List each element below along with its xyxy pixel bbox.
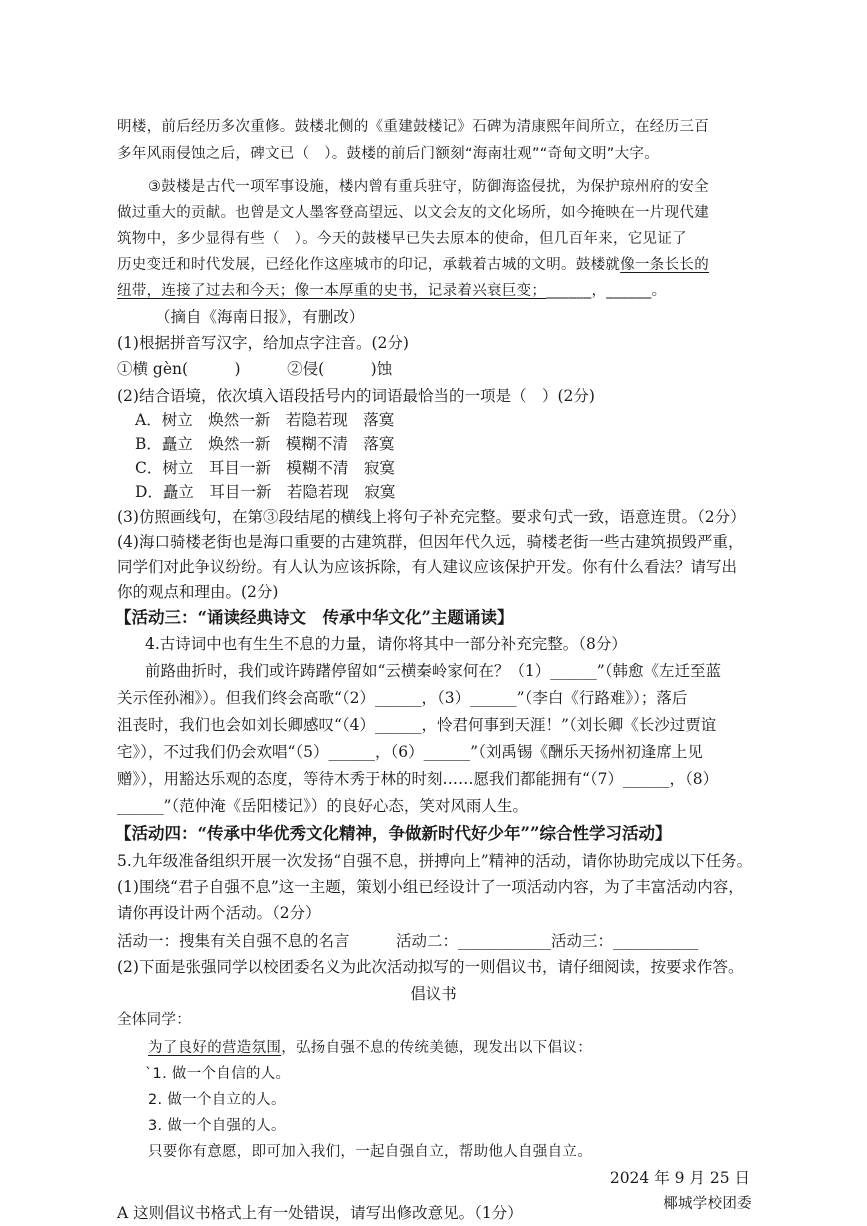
passage-line: ③鼓楼是古代一项军事设施，楼内曾有重兵驻守，防御海盗侵扰，为保护琼州府的安全	[148, 179, 709, 195]
question-1-items: ①横 gèn( ) ②侵( )蚀	[117, 360, 393, 378]
letter-item: `1. 做一个自信的人。	[145, 1066, 291, 1082]
letter-signature: 椰城学校团委	[663, 1196, 752, 1212]
letter-date: 2024 年 9 月 25 日	[609, 1169, 750, 1187]
poetry-line: 前路曲折时，我们或许踌躇停留如“云横秦岭家何在？（1）______”（韩愈《左迁至蓝	[145, 662, 721, 680]
letter-item: 2. 做一个自立的人。	[148, 1092, 286, 1108]
passage-line: 多年风雨侵蚀之后，碑文已（ ）。鼓楼的前后门额刻“海南壮观”“奇甸文明”大字。	[117, 146, 659, 162]
option-c: C．树立 耳目一新 模糊不清 寂寞	[135, 459, 395, 477]
passage-line: 做过重大的贡献。也曾是文人墨客登高望远、以文会友的文化场所，如今掩映在一片现代建	[117, 205, 709, 221]
passage-text: 历史变迁和时代发展，已经化作这座城市的印记，承载着古城的文明。鼓楼就	[117, 257, 621, 273]
passage-source: （摘自《海南日报》，有删改）	[155, 308, 365, 326]
letter-intro	[148, 1036, 592, 1060]
question-5-1-line: (1)围绕“君子自强不息”这一主题，策划小组已经设计了一项活动内容，为了丰富活动内容，	[117, 878, 744, 896]
question-2-prompt: (2)结合语境，依次填入语段括号内的词语最恰当的一项是（ ）(2分)	[117, 387, 595, 405]
passage-line	[117, 279, 666, 303]
option-d: D．矗立 耳目一新 若隐若现 寂寞	[135, 483, 396, 501]
letter-title: 倡议书	[410, 985, 457, 1003]
question-4-line: 你的观点和理由。(2分)	[117, 583, 279, 601]
question-5-intro: 5.九年级准备组织开展一次发扬“自强不息，拼搏向上”精神的活动，请你协助完成以下任务。	[117, 852, 753, 870]
question-a-prompt: A 这则倡议书格式上有一处错误，请写出修改意见。（1分）	[117, 1204, 523, 1222]
underlined-phrase: 为了良好的营造氛围	[148, 1040, 282, 1056]
answer-blanks: ______，______。	[546, 283, 667, 299]
poetry-line: ______”（范仲淹《岳阳楼记》）的良好心态，笑对风雨人生。	[117, 797, 528, 815]
passage-line: 筑物中，多少显得有些（ ）。今天的鼓楼早已失去原本的使命，但几百年来，它见证了	[117, 231, 687, 247]
passage-line: 明楼，前后经历多次重修。鼓楼北侧的《重建鼓楼记》石碑为清康熙年间所立，在经历三百	[117, 119, 709, 135]
passage-line	[117, 253, 709, 277]
poetry-line: 赠》），用豁达乐观的态度，等待木秀于林的时刻……愿我们都能拥有“（7）______，（8）	[117, 770, 719, 788]
poetry-line: 沮丧时，我们也会如刘长卿感叹“（4）______，怜君何事到天涯！”（刘长卿《长沙过贾谊	[117, 716, 717, 734]
question-5-1-line: 请你再设计两个活动。（2分）	[117, 904, 321, 922]
activity-3-title: 【活动三：“诵读经典诗文 传承中华文化”主题诵读】	[115, 608, 514, 627]
underlined-sentence: 纽带，连接了过去和今天；像一本厚重的史书，记录着兴衰巨变；	[117, 283, 547, 299]
activities-line: 活动一：搜集有关自强不息的名言 活动二：____________活动三：___________	[117, 932, 699, 950]
letter-item: 3. 做一个自强的人。	[148, 1118, 286, 1134]
underlined-sentence: 像一条长长的	[620, 257, 710, 273]
poetry-line: 宅》），不过我们仍会欢唱“（5）______，（6）______”（刘禹锡《酬乐天扬州初逢席上见	[117, 743, 703, 761]
question-4-line: (4)海口骑楼老街也是海口重要的古建筑群，但因年代久远，骑楼老街一些古建筑损毁严重，	[117, 533, 744, 551]
question-4-line: 同学们对此争议纷纷。有人认为应该拆除，有人建议应该保护开发。你有什么看法？请写出	[117, 558, 738, 576]
question-4-poetry-prompt: 4.古诗词中也有生生不息的力量，请你将其中一部分补充完整。（8分）	[145, 635, 627, 653]
activity-4-title: 【活动四：“传承中华优秀文化精神，争做新时代好少年””综合性学习活动】	[115, 824, 672, 843]
question-3-prompt: (3)仿照画线句，在第③段结尾的横线上将句子补充完整。要求句式一致，语意连贯。（2分）	[117, 508, 746, 526]
letter-closing: 只要你有意愿，即可加入我们，一起自强自立，帮助他人自强自立。	[148, 1144, 592, 1160]
letter-intro-text: ，弘扬自强不息的传统美德，现发出以下倡议：	[281, 1040, 593, 1056]
option-b: B．矗立 焕然一新 模糊不清 落寞	[135, 435, 395, 453]
option-a: A．树立 焕然一新 若隐若现 落寞	[135, 411, 395, 429]
poetry-line: 关示侄孙湘》）。但我们终会高歌“（2）______，（3）______”（李白《行路难》）；落后	[117, 689, 688, 707]
question-1-prompt: (1)根据拼音写汉字，给加点字注音。(2分)	[117, 334, 409, 352]
question-5-2-prompt: (2)下面是张强同学以校团委名义为此次活动拟写的一则倡议书，请仔细阅读，按要求作答。	[117, 958, 744, 976]
letter-salutation: 全体同学：	[117, 1012, 191, 1028]
